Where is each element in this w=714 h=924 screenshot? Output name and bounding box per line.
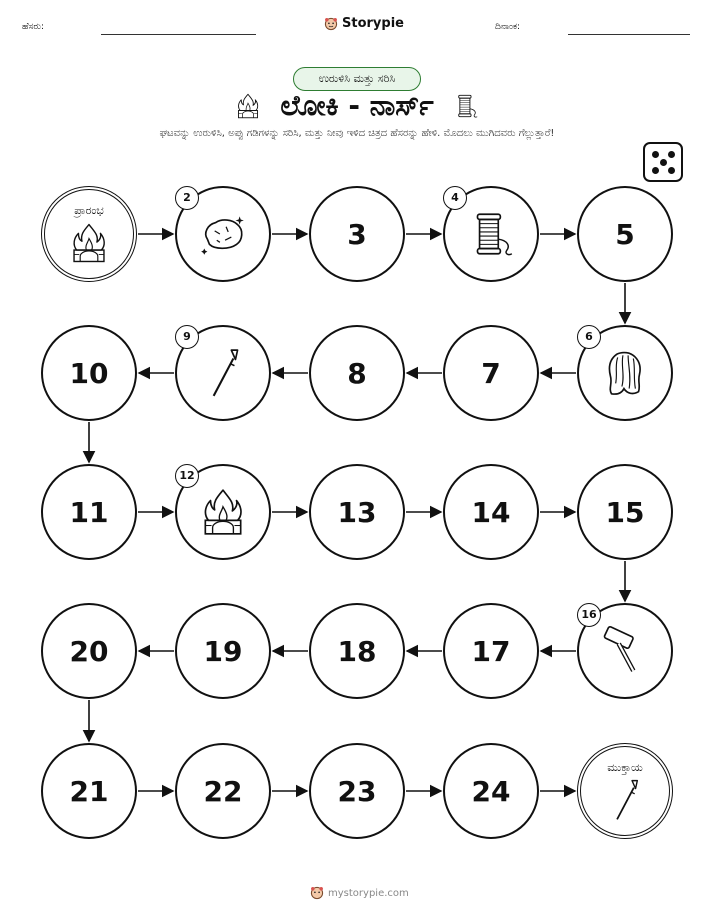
space-number-badge: 12 <box>175 464 199 488</box>
board-space-21[interactable] <box>41 743 137 839</box>
finish-space[interactable] <box>577 743 673 839</box>
board-space-23[interactable] <box>309 743 405 839</box>
title-text: ಲೋಕಿ - ನಾರ್ಸ್ <box>280 89 434 122</box>
fire-icon <box>67 221 111 265</box>
board-space-22[interactable] <box>175 743 271 839</box>
space-number: 23 <box>337 774 377 808</box>
space-number: 22 <box>203 774 243 808</box>
instructions: ಘಟವನ್ನು ಉರುಳಿಸಿ, ಅಪ್ಪು ಗಡಿಗಳನ್ನು ಸರಿಸಿ, ಮತ್ತು ನೀವು ಇಳಿದ ಚಿತ್ರದ ಹೆಸರನ್ನು ಹೇಳಿ. ಮೊದಲು ಮುಗಿದವರು ಗೆಲ್ಲುತ್ತಾರೆ! <box>159 128 555 139</box>
board-space-16[interactable] <box>577 603 673 699</box>
space-number: 7 <box>481 356 501 390</box>
board-space-6[interactable] <box>577 325 673 421</box>
space-number: 10 <box>69 356 109 390</box>
board-space-24[interactable] <box>443 743 539 839</box>
finish-label: ಮುಕ್ತಾಯ <box>607 761 643 774</box>
space-number: 17 <box>471 634 511 668</box>
name-label: ಹೆಸರು: <box>22 22 45 32</box>
space-number-badge: 6 <box>577 325 601 349</box>
board-space-3[interactable] <box>309 186 405 282</box>
space-number: 19 <box>203 634 243 668</box>
space-number: 3 <box>347 217 367 251</box>
hair-icon <box>599 347 651 399</box>
board-space-5[interactable] <box>577 186 673 282</box>
thread-spool-icon <box>465 208 517 260</box>
board-space-7[interactable] <box>443 325 539 421</box>
brand-name: Storypie <box>342 16 404 31</box>
game-tag: ಉರುಳಿಸಿ ಮತ್ತು ಸರಿಸಿ <box>293 67 421 91</box>
board-space-11[interactable] <box>41 464 137 560</box>
footer <box>310 886 409 900</box>
space-number: 21 <box>69 774 109 808</box>
stone-icon <box>197 208 249 260</box>
space-number: 15 <box>605 495 645 529</box>
spear-icon <box>603 778 647 822</box>
date-label: ದಿನಾಂಕ: <box>495 22 521 32</box>
space-number-badge: 9 <box>175 325 199 349</box>
start-label: ಪ್ರಾರಂಭ <box>74 204 104 217</box>
board-space-12[interactable] <box>175 464 271 560</box>
board-space-2[interactable] <box>175 186 271 282</box>
board-space-9[interactable] <box>175 325 271 421</box>
hammer-icon <box>599 625 651 677</box>
board-space-13[interactable] <box>309 464 405 560</box>
space-number-badge: 4 <box>443 186 467 210</box>
space-number-badge: 2 <box>175 186 199 210</box>
footer-site: mystorypie.com <box>328 887 409 899</box>
space-number: 20 <box>69 634 109 668</box>
board-space-19[interactable] <box>175 603 271 699</box>
space-number: 24 <box>471 774 511 808</box>
start-space[interactable] <box>41 186 137 282</box>
space-number: 14 <box>471 495 511 529</box>
board-space-20[interactable] <box>41 603 137 699</box>
board-space-14[interactable] <box>443 464 539 560</box>
board-space-18[interactable] <box>309 603 405 699</box>
fire-icon <box>197 486 249 538</box>
space-number: 18 <box>337 634 377 668</box>
board-space-8[interactable] <box>309 325 405 421</box>
board-space-17[interactable] <box>443 603 539 699</box>
storypie-mascot-icon <box>310 886 324 900</box>
space-number-badge: 16 <box>577 603 601 627</box>
board-space-4[interactable] <box>443 186 539 282</box>
board-space-15[interactable] <box>577 464 673 560</box>
space-number: 11 <box>69 495 109 529</box>
space-number: 5 <box>615 217 635 251</box>
board-space-10[interactable] <box>41 325 137 421</box>
space-number: 13 <box>337 495 377 529</box>
space-number: 8 <box>347 356 367 390</box>
spear-icon <box>197 347 249 399</box>
